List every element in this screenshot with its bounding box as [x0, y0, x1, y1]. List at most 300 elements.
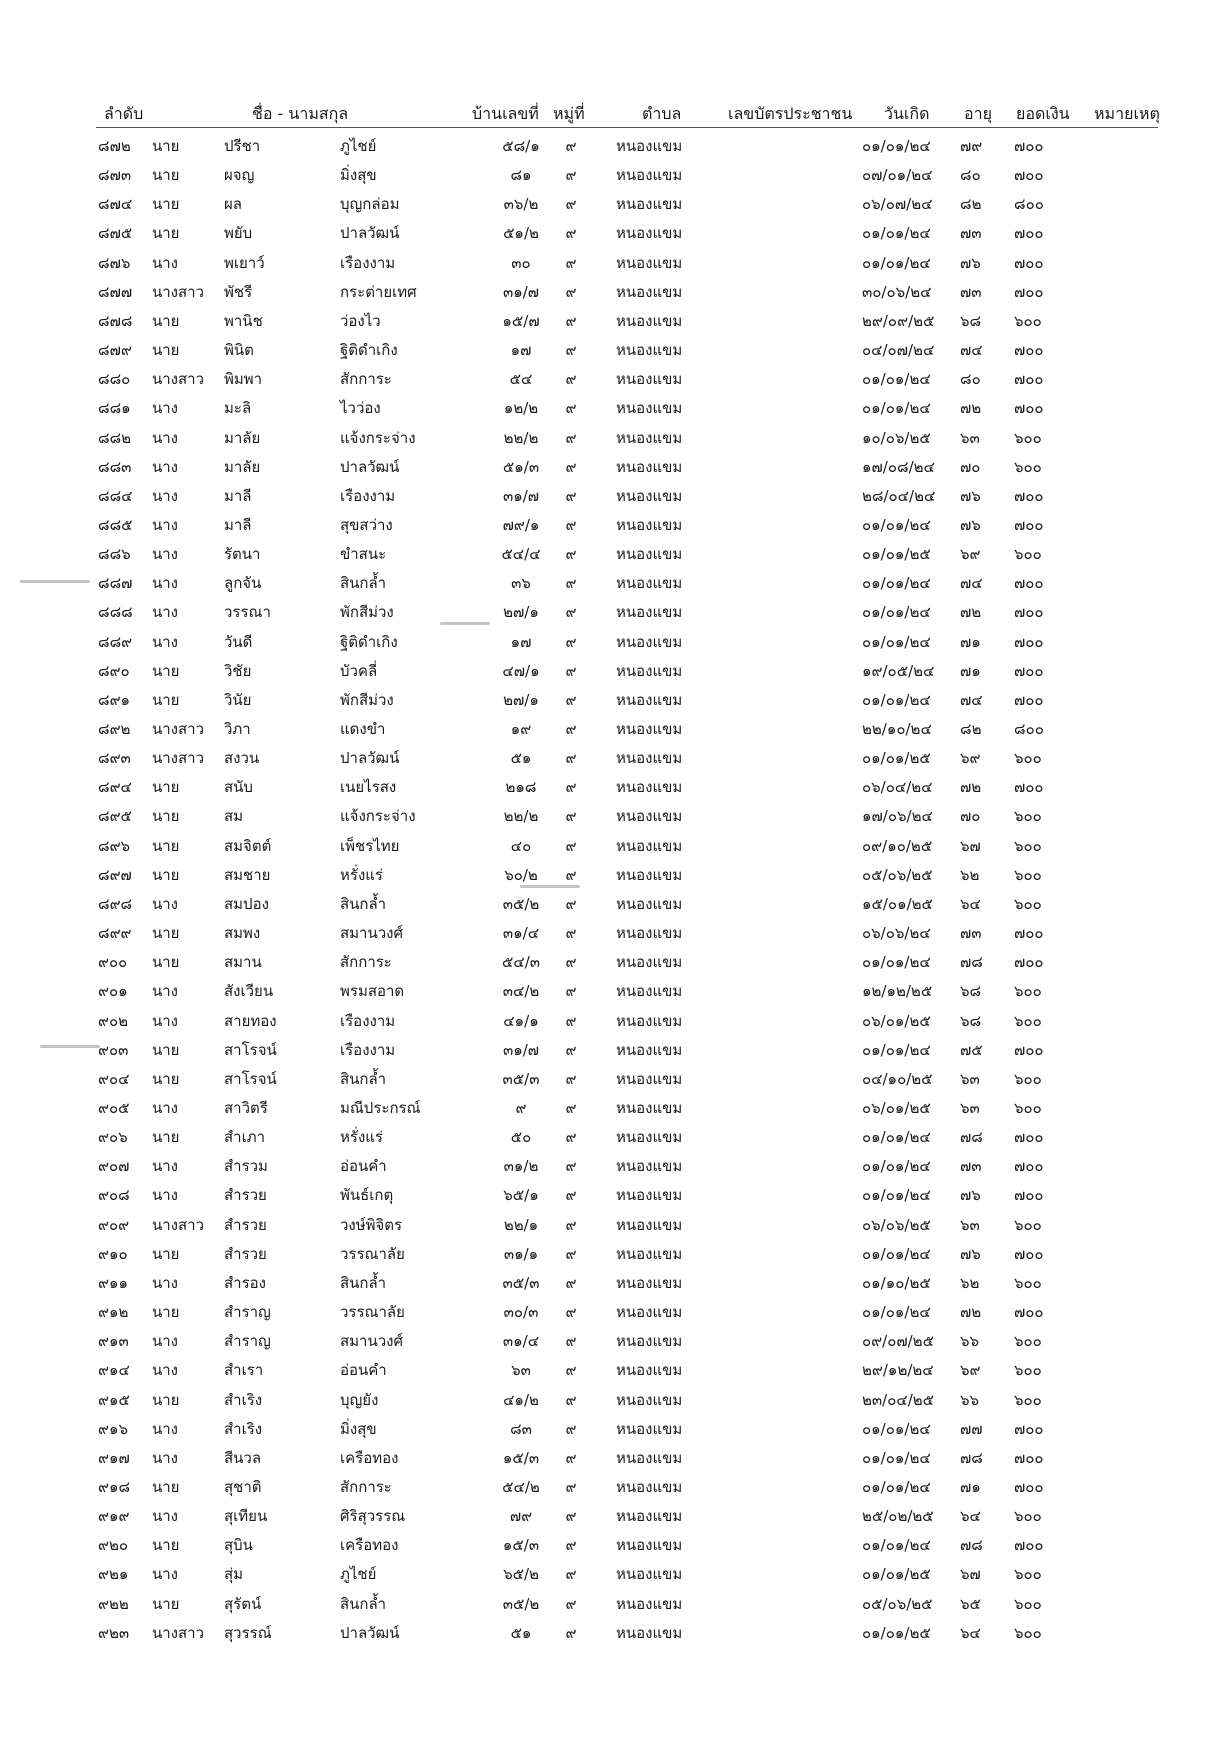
row-last-name: สักการะ [340, 370, 392, 389]
row-last-name: ฐิติดำเกิง [340, 632, 398, 651]
row-first-name: สาโรจน์ [224, 1069, 277, 1088]
row-last-name: สักการะ [340, 953, 392, 972]
row-amount: ๗๐๐ [1014, 282, 1044, 301]
row-first-name: สำเริง [224, 1419, 263, 1438]
row-prefix: นาย [152, 1594, 180, 1613]
row-house-no: ๓๑/๗ [502, 282, 540, 301]
row-first-name: พานิช [224, 311, 263, 330]
row-house-no: ๕๐ [510, 1128, 532, 1147]
row-number: ๙๑๕ [98, 1390, 130, 1409]
row-first-name: สำเภา [224, 1128, 266, 1147]
row-birth-date: ๐๑/๐๑/๒๔ [862, 399, 931, 418]
row-tambon: หนองแขม [616, 1303, 683, 1321]
row-house-no: ๖๐/๒ [504, 865, 538, 884]
table-row [0, 1329, 1229, 1358]
table-row [0, 484, 1229, 513]
row-last-name: แดงขำ [340, 720, 386, 738]
row-house-no: ๑๗ [510, 632, 532, 651]
row-tambon: หนองแขม [616, 1477, 683, 1496]
row-number: ๘๗๓ [98, 166, 132, 185]
row-moo: ๙ [565, 778, 577, 797]
row-amount: ๖๐๐ [1014, 1273, 1042, 1292]
table-row [0, 1067, 1229, 1096]
row-tambon: หนองแขม [616, 1128, 683, 1147]
table-row [0, 892, 1229, 921]
row-first-name: สีนวล [224, 1448, 262, 1467]
table-row [0, 1475, 1229, 1504]
row-first-name: สายทอง [224, 1011, 277, 1030]
table-row [0, 1358, 1229, 1387]
table-row [0, 863, 1229, 892]
row-moo: ๙ [565, 457, 577, 476]
row-last-name: มิ่งสุข [340, 166, 377, 185]
row-prefix: นาย [152, 1128, 180, 1147]
row-tambon: หนองแขม [616, 1594, 683, 1613]
row-prefix: นาง [152, 545, 179, 564]
row-moo: ๙ [565, 603, 577, 622]
row-prefix: นาง [152, 1361, 179, 1380]
row-tambon: หนองแขม [616, 574, 683, 593]
row-number: ๙๑๘ [98, 1477, 131, 1496]
row-house-no: ๒๒/๑ [503, 1215, 539, 1234]
row-amount: ๖๐๐ [1014, 1215, 1042, 1234]
row-number: ๘๘๔ [98, 486, 133, 505]
row-birth-date: ๐๖/๐๔/๒๔ [862, 778, 933, 797]
row-amount: ๖๐๐ [1014, 1507, 1042, 1525]
row-first-name: สุรัตน์ [224, 1594, 262, 1613]
row-moo: ๙ [565, 1390, 577, 1409]
row-number: ๙๑๗ [98, 1448, 130, 1467]
table-row [0, 921, 1229, 950]
row-tambon: หนองแขม [616, 1448, 683, 1467]
row-prefix: นาง [152, 603, 179, 622]
row-first-name: พเยาว์ [224, 253, 265, 272]
row-number: ๘๗๙ [98, 341, 132, 359]
row-tambon: หนองแขม [616, 865, 683, 884]
row-last-name: สินกล้ำ [340, 1273, 387, 1292]
row-first-name: สำเริง [224, 1390, 263, 1409]
row-age: ๘๒ [960, 720, 982, 738]
row-moo: ๙ [565, 953, 577, 972]
row-tambon: หนองแขม [616, 632, 683, 651]
row-amount: ๗๐๐ [1014, 516, 1044, 534]
row-birth-date: ๒๓/๐๔/๒๕ [862, 1390, 934, 1409]
row-tambon: หนองแขม [616, 720, 683, 738]
row-house-no: ๖๕/๑ [503, 1186, 539, 1205]
row-house-no: ๙ [515, 1098, 527, 1117]
row-birth-date: ๒๒/๑๐/๒๔ [862, 720, 932, 738]
table-row [0, 1038, 1229, 1067]
row-first-name: สำราญ [224, 1332, 271, 1351]
row-house-no: ๓๑/๑ [503, 1244, 539, 1263]
row-age: ๖๕ [960, 1594, 981, 1613]
row-house-no: ๗๙/๑ [502, 516, 540, 534]
row-amount: ๖๐๐ [1014, 807, 1042, 826]
row-tambon: หนองแขม [616, 282, 683, 301]
table-row [0, 1242, 1229, 1271]
row-house-no: ๕๑ [510, 1623, 532, 1642]
row-birth-date: ๐๑/๐๑/๒๔ [862, 1303, 931, 1321]
row-age: ๗๖ [960, 486, 981, 505]
row-prefix: นาง [152, 428, 179, 447]
row-amount: ๖๐๐ [1014, 1390, 1042, 1409]
row-age: ๗๘ [960, 1128, 983, 1147]
row-number: ๙๐๒ [98, 1011, 129, 1030]
table-row [0, 804, 1229, 833]
table-row [0, 309, 1229, 338]
row-last-name: ไวว่อง [340, 399, 381, 418]
row-number: ๙๐๘ [98, 1186, 130, 1205]
row-number: ๘๘๓ [98, 457, 132, 476]
row-age: ๗๐ [960, 807, 981, 826]
row-age: ๗๖ [960, 1244, 981, 1263]
row-last-name: ขำสนะ [340, 545, 387, 564]
row-house-no: ๒๑๘ [505, 778, 537, 797]
row-prefix: นาย [152, 807, 180, 826]
row-prefix: นาย [152, 1069, 180, 1088]
row-birth-date: ๐๑/๐๑/๒๔ [862, 1477, 931, 1496]
row-number: ๙๑๒ [98, 1303, 129, 1321]
row-last-name: หรั่งแร่ [340, 1128, 383, 1147]
row-first-name: พยับ [224, 224, 253, 243]
row-number: ๘๙๕ [98, 807, 132, 826]
row-prefix: นาง [152, 574, 179, 593]
row-house-no: ๓๖ [511, 574, 531, 593]
row-house-no: ๖๕/๒ [503, 1565, 539, 1584]
row-age: ๗๓ [960, 282, 982, 301]
row-prefix: นาง [152, 1157, 179, 1176]
row-tambon: หนองแขม [616, 311, 683, 330]
row-tambon: หนองแขม [616, 457, 683, 476]
row-last-name: วรรณาลัย [340, 1303, 405, 1321]
row-prefix: นางสาว [152, 720, 205, 738]
row-prefix: นางสาว [152, 1215, 205, 1234]
row-amount: ๗๐๐ [1014, 690, 1044, 709]
row-last-name: แจ้งกระจ่าง [340, 428, 416, 447]
row-birth-date: ๐๔/๐๗/๒๔ [862, 341, 935, 359]
row-moo: ๙ [565, 836, 577, 855]
table-row [0, 1592, 1229, 1621]
row-tambon: หนองแขม [616, 778, 683, 797]
row-moo: ๙ [565, 1303, 577, 1321]
table-row [0, 659, 1229, 688]
row-age: ๖๖ [960, 1390, 980, 1409]
row-amount: ๗๐๐ [1014, 1477, 1044, 1496]
row-moo: ๙ [565, 282, 577, 301]
row-tambon: หนองแขม [616, 545, 683, 564]
row-first-name: วันดี [224, 632, 253, 651]
row-house-no: ๕๔/๒ [502, 1477, 540, 1496]
row-number: ๘๘๐ [98, 370, 131, 389]
row-amount: ๗๐๐ [1014, 1419, 1044, 1438]
row-age: ๗๒ [960, 603, 982, 622]
row-moo: ๙ [565, 311, 577, 330]
row-last-name: ปาลวัฒน์ [340, 1623, 400, 1642]
row-age: ๗๖ [960, 253, 981, 272]
row-age: ๖๗ [960, 1565, 981, 1584]
row-number: ๘๙๗ [98, 865, 132, 884]
row-last-name: พักสีม่วง [340, 690, 394, 709]
header-amount: ยอดเงิน [1016, 104, 1070, 123]
row-number: ๘๘๗ [98, 574, 133, 593]
row-birth-date: ๐๑/๐๑/๒๔ [862, 137, 931, 155]
row-birth-date: ๐๖/๐๖/๒๕ [862, 1215, 931, 1234]
row-age: ๖๙ [960, 749, 981, 768]
row-last-name: สินกล้ำ [340, 1069, 387, 1088]
row-amount: ๗๐๐ [1014, 632, 1044, 651]
row-number: ๘๙๔ [98, 778, 132, 797]
row-number: ๘๘๖ [98, 545, 131, 564]
row-number: ๘๘๘ [98, 603, 133, 622]
row-age: ๗๔ [960, 341, 983, 359]
row-amount: ๗๐๐ [1014, 1536, 1044, 1555]
row-prefix: นาง [152, 1448, 179, 1467]
row-amount: ๗๐๐ [1014, 1448, 1044, 1467]
row-age: ๗๗ [960, 1419, 983, 1438]
row-number: ๙๐๐ [98, 953, 128, 972]
row-age: ๗๘ [960, 1448, 983, 1467]
row-house-no: ๓๑/๔ [502, 1332, 540, 1351]
row-house-no: ๕๔ [509, 370, 533, 389]
row-tambon: หนองแขม [616, 137, 683, 155]
row-prefix: นาง [152, 516, 179, 534]
row-last-name: เรืองงาม [340, 1011, 396, 1030]
row-last-name: สินกล้ำ [340, 894, 387, 913]
row-amount: ๗๐๐ [1014, 1128, 1044, 1147]
row-moo: ๙ [565, 1273, 577, 1292]
row-birth-date: ๐๑/๑๐/๒๕ [862, 1273, 931, 1292]
row-birth-date: ๒๙/๑๒/๒๔ [862, 1361, 934, 1380]
row-age: ๖๓ [960, 1069, 980, 1088]
table-row [0, 1533, 1229, 1562]
row-tambon: หนองแขม [616, 807, 683, 826]
row-moo: ๙ [565, 195, 577, 214]
row-number: ๙๒๐ [98, 1536, 129, 1555]
row-birth-date: ๐๑/๐๑/๒๔ [862, 690, 931, 709]
row-amount: ๖๐๐ [1014, 1565, 1042, 1584]
row-house-no: ๓๕/๒ [502, 1594, 540, 1613]
row-house-no: ๒๗/๑ [503, 603, 539, 622]
row-moo: ๙ [565, 1157, 577, 1176]
row-last-name: ปาลวัฒน์ [340, 224, 400, 243]
row-age: ๖๖ [960, 1332, 980, 1351]
row-moo: ๙ [565, 1098, 577, 1117]
row-tambon: หนองแขม [616, 836, 683, 855]
row-age: ๖๘ [960, 311, 982, 330]
row-first-name: สุ่ม [224, 1565, 244, 1584]
header-name: ชื่อ - นามสกุล [252, 104, 349, 123]
table-row [0, 600, 1229, 629]
table-row [0, 1125, 1229, 1154]
row-age: ๗๕ [960, 1040, 983, 1059]
row-amount: ๖๐๐ [1014, 1594, 1042, 1613]
row-last-name: กระต่ายเทศ [340, 282, 417, 301]
row-birth-date: ๐๑/๐๑/๒๔ [862, 1186, 931, 1205]
row-birth-date: ๐๑/๐๑/๒๔ [862, 574, 931, 593]
row-tambon: หนองแขม [616, 924, 683, 942]
row-moo: ๙ [565, 486, 577, 505]
row-first-name: ปรีชา [224, 137, 261, 155]
row-first-name: สาโรจน์ [224, 1040, 277, 1059]
row-last-name: เครือทอง [340, 1536, 399, 1555]
table-row [0, 513, 1229, 542]
table-row [0, 192, 1229, 221]
row-last-name: ภูไชย์ [340, 137, 377, 155]
row-moo: ๙ [565, 1419, 577, 1438]
row-first-name: สุเทียน [224, 1507, 268, 1525]
row-moo: ๙ [565, 137, 577, 155]
row-number: ๙๑๓ [98, 1332, 129, 1351]
header-id-card: เลขบัตรประชาชน [728, 104, 853, 123]
row-amount: ๗๐๐ [1014, 224, 1044, 243]
row-tambon: หนองแขม [616, 341, 683, 359]
row-house-no: ๘๓ [510, 1419, 532, 1438]
table-row [0, 1183, 1229, 1212]
table-row [0, 1388, 1229, 1417]
row-number: ๘๗๘ [98, 311, 133, 330]
row-amount: ๗๐๐ [1014, 1303, 1044, 1321]
row-tambon: หนองแขม [616, 1419, 683, 1438]
row-house-no: ๓๕/๓ [502, 1069, 540, 1088]
row-amount: ๗๐๐ [1014, 603, 1044, 622]
row-tambon: หนองแขม [616, 195, 683, 214]
row-house-no: ๓๑/๗ [502, 486, 540, 505]
row-number: ๙๐๓ [98, 1040, 129, 1059]
row-prefix: นาย [152, 836, 180, 855]
row-tambon: หนองแขม [616, 1098, 683, 1117]
row-amount: ๖๐๐ [1014, 982, 1042, 1001]
row-age: ๖๓ [960, 428, 980, 447]
row-amount: ๖๐๐ [1014, 1098, 1042, 1117]
row-first-name: สุชาติ [224, 1477, 262, 1496]
row-prefix: นาง [152, 1273, 179, 1292]
row-prefix: นาย [152, 1477, 180, 1496]
row-house-no: ๑๙ [510, 720, 532, 738]
row-prefix: นาง [152, 894, 179, 913]
row-age: ๗๓ [960, 1157, 982, 1176]
row-first-name: มะลิ [224, 399, 252, 418]
row-age: ๘๒ [960, 195, 982, 214]
row-first-name: มาลี [224, 516, 252, 534]
row-age: ๗๑ [960, 632, 981, 651]
row-amount: ๖๐๐ [1014, 1361, 1042, 1380]
header-house-no: บ้านเลขที่ [472, 104, 539, 123]
row-prefix: นางสาว [152, 282, 205, 301]
row-prefix: นางสาว [152, 749, 205, 768]
row-moo: ๙ [565, 924, 577, 942]
row-tambon: หนองแขม [616, 516, 683, 534]
row-first-name: มาลี [224, 486, 252, 505]
row-last-name: หรั่งแร่ [340, 865, 383, 884]
row-moo: ๙ [565, 1477, 577, 1496]
row-number: ๙๐๙ [98, 1215, 130, 1234]
row-prefix: นาง [152, 1186, 179, 1205]
row-birth-date: ๐๑/๐๑/๒๔ [862, 516, 931, 534]
row-house-no: ๕๘/๑ [502, 137, 540, 155]
row-amount: ๗๐๐ [1014, 1157, 1044, 1176]
row-first-name: สุวรรณ์ [224, 1623, 272, 1642]
row-tambon: หนองแขม [616, 1390, 683, 1409]
row-first-name: สาวิตรี [224, 1098, 268, 1117]
row-amount: ๖๐๐ [1014, 836, 1042, 855]
row-amount: ๗๐๐ [1014, 137, 1044, 155]
row-birth-date: ๐๑/๐๑/๒๔ [862, 1419, 931, 1438]
row-last-name: เรืองงาม [340, 253, 396, 272]
row-first-name: สุบิน [224, 1536, 253, 1555]
row-amount: ๖๐๐ [1014, 894, 1042, 913]
row-first-name: สนับ [224, 778, 253, 797]
row-first-name: สำรวย [224, 1244, 267, 1263]
row-house-no: ๔๑/๒ [503, 1390, 539, 1409]
row-moo: ๙ [565, 1040, 577, 1059]
table-row [0, 979, 1229, 1008]
row-number: ๙๑๔ [98, 1361, 130, 1380]
row-amount: ๗๐๐ [1014, 1244, 1044, 1263]
row-number: ๘๘๙ [98, 632, 133, 651]
row-prefix: นาง [152, 1098, 179, 1117]
row-prefix: นาง [152, 632, 179, 651]
row-amount: ๗๐๐ [1014, 486, 1044, 505]
table-row [0, 834, 1229, 863]
row-age: ๘๐ [960, 370, 981, 389]
row-age: ๗๘ [960, 953, 983, 972]
row-birth-date: ๐๑/๐๑/๒๔ [862, 253, 931, 272]
table-row [0, 542, 1229, 571]
row-last-name: พักสีม่วง [340, 603, 394, 622]
row-prefix: นาย [152, 865, 180, 884]
row-tambon: หนองแขม [616, 1244, 683, 1263]
row-amount: ๗๐๐ [1014, 1040, 1044, 1059]
row-tambon: หนองแขม [616, 370, 683, 389]
row-age: ๗๑ [960, 1477, 981, 1496]
row-age: ๗๑ [960, 661, 981, 680]
row-birth-date: ๑๒/๑๒/๒๕ [862, 982, 933, 1001]
row-last-name: พันธ์เกตุ [340, 1186, 394, 1205]
row-first-name: สังเวียน [224, 982, 274, 1001]
row-birth-date: ๐๑/๐๑/๒๕ [862, 1623, 931, 1642]
row-age: ๗๓ [960, 924, 982, 942]
table-row [0, 280, 1229, 309]
row-first-name: วิภา [224, 720, 251, 738]
row-first-name: สำเรา [224, 1361, 264, 1380]
row-amount: ๗๐๐ [1014, 953, 1044, 972]
table-row [0, 630, 1229, 659]
row-house-no: ๓๖/๒ [503, 195, 539, 214]
row-last-name: อ่อนคำ [340, 1361, 387, 1380]
row-first-name: สม [224, 807, 244, 826]
row-moo: ๙ [565, 341, 577, 359]
row-age: ๘๐ [960, 166, 981, 185]
row-age: ๗๔ [960, 690, 983, 709]
row-tambon: หนองแขม [616, 1536, 683, 1555]
row-age: ๗๐ [960, 457, 981, 476]
table-row [0, 950, 1229, 979]
row-birth-date: ๒๙/๐๙/๒๕ [862, 311, 935, 330]
row-prefix: นาย [152, 778, 180, 797]
row-number: ๘๙๙ [98, 924, 132, 942]
row-moo: ๙ [565, 894, 577, 913]
table-row [0, 571, 1229, 600]
row-moo: ๙ [565, 1361, 577, 1380]
row-house-no: ๓๐ [511, 253, 531, 272]
row-age: ๗๒ [960, 778, 982, 797]
row-birth-date: ๐๙/๐๗/๒๕ [862, 1332, 934, 1351]
row-tambon: หนองแขม [616, 982, 683, 1001]
row-number: ๘๙๘ [98, 894, 133, 913]
table-row [0, 746, 1229, 775]
row-number: ๙๑๙ [98, 1507, 130, 1525]
row-birth-date: ๐๙/๑๐/๒๕ [862, 836, 933, 855]
